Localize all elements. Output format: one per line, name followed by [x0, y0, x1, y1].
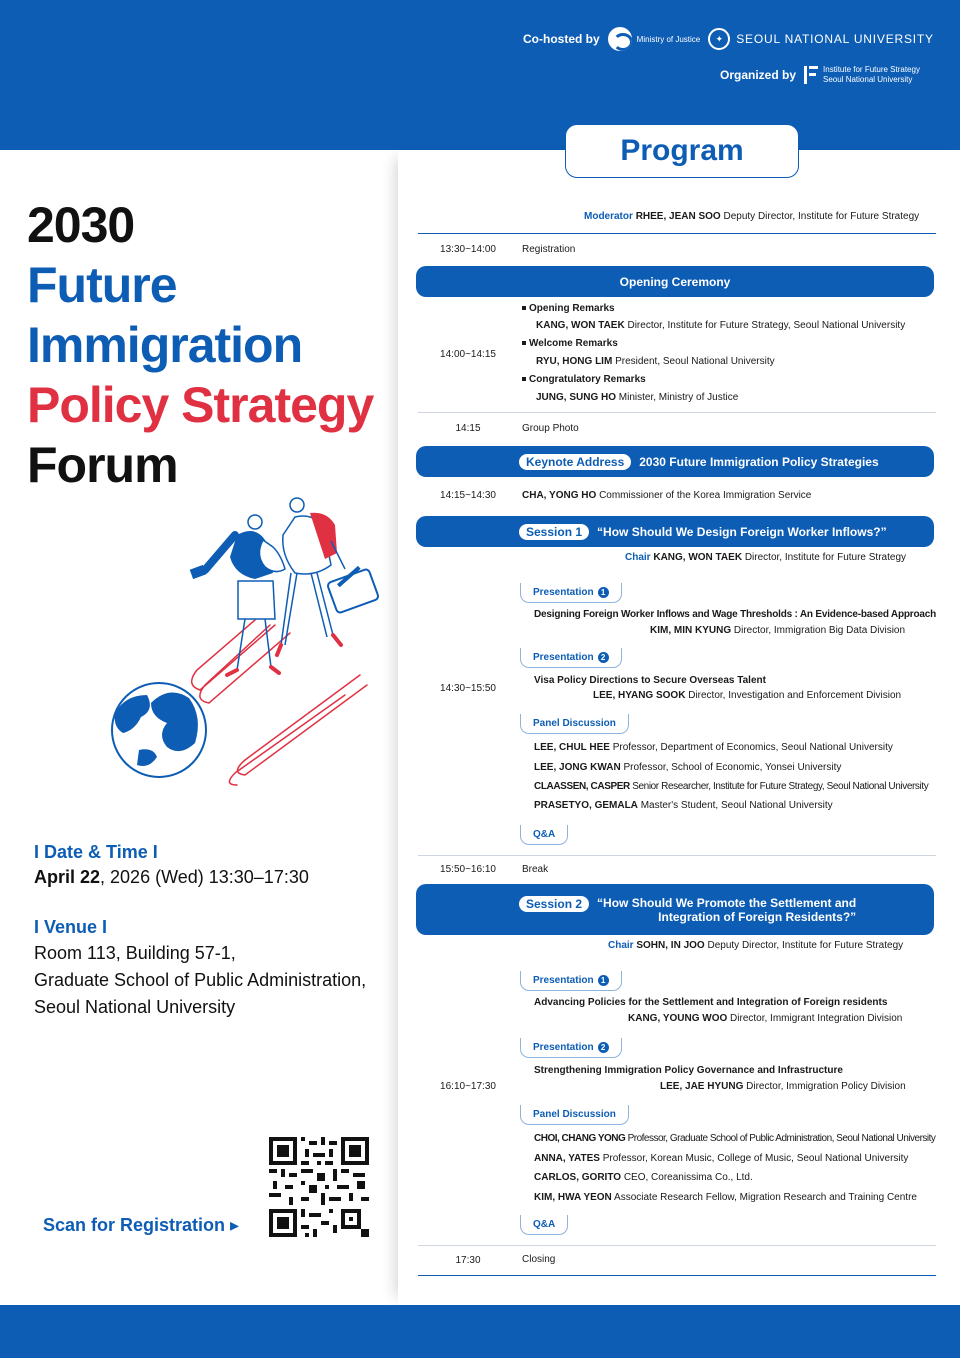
- s1-p2-name: LEE, HYANG SOOK: [593, 690, 686, 701]
- snu-name: SEOUL NATIONAL UNIVERSITY: [736, 32, 934, 46]
- scan-registration-label: Scan for Registration ▸: [43, 1215, 240, 1235]
- date-rest: , 2026 (Wed) 13:30–17:30: [100, 867, 309, 887]
- session1-title: “How Should We Design Foreign Worker Inflows?”: [597, 524, 887, 539]
- registration-qr-code[interactable]: [269, 1137, 369, 1237]
- divider: [418, 855, 936, 856]
- s2-p2-title: Strengthening Immigration Policy Governance and Infrastructure: [534, 1065, 843, 1076]
- s1-panelist: [534, 762, 841, 773]
- moderator-line: [584, 211, 919, 222]
- s1-p1-role: Director, Immigration Big Data Division: [733, 625, 906, 636]
- bullet-icon: [522, 377, 526, 381]
- number-badge-icon: 2: [598, 1042, 609, 1053]
- venue-line3: Seoul National University: [34, 997, 236, 1017]
- opening-speaker-name: KANG, WON TAEK: [536, 320, 625, 331]
- keynote-title: 2030 Future Immigration Policy Strategies: [639, 454, 879, 469]
- s2-panelist: [534, 1153, 908, 1164]
- divider: [418, 1245, 936, 1246]
- panelist-name: LEE, CHUL HEE: [534, 742, 610, 753]
- cohosted-label: Co-hosted by: [523, 32, 600, 46]
- session2-time: 16:10~17:30: [440, 1081, 496, 1092]
- s2-p2-role: Director, Immigration Policy Division: [746, 1081, 906, 1092]
- s1-p2-role: Director, Investigation and Enforcement Division: [688, 690, 902, 701]
- moderator-label: Moderator: [584, 211, 633, 222]
- presentation-label: Presentation: [533, 652, 594, 663]
- welcome-remarks-label: [522, 338, 618, 349]
- s2-panel-tag: Panel Discussion: [520, 1105, 629, 1125]
- presentation-label: Presentation: [533, 975, 594, 986]
- ministry-emblem-icon: [608, 27, 632, 51]
- ifs-line2: Seoul National University: [823, 75, 913, 84]
- ifs-line1: Institute for Future Strategy: [823, 65, 920, 74]
- opening-ceremony-banner: Opening Ceremony: [416, 266, 934, 297]
- s1-panelist: [534, 781, 928, 792]
- photo-label: Group Photo: [522, 423, 579, 434]
- bullet-icon: [522, 306, 526, 310]
- divider: [418, 412, 936, 413]
- panelist-role: Professor, Korean Music, College of Music, Seoul National University: [602, 1153, 909, 1164]
- organized-label: Organized by: [720, 68, 797, 82]
- keynote-speaker: [522, 490, 811, 501]
- panelist-role: Associate Research Fellow, Migration Research and Training Centre: [614, 1192, 917, 1203]
- presentation-label: Presentation: [533, 587, 594, 598]
- panelist-name: PRASETYO, GEMALA: [534, 800, 638, 811]
- snu-emblem-icon: ✦: [708, 28, 730, 50]
- panelist-role: Professor, School of Economic, Yonsei University: [623, 762, 842, 773]
- bullet-icon: [522, 341, 526, 345]
- divider: [418, 233, 936, 234]
- break-label: Break: [522, 864, 549, 875]
- registration-label: Registration: [522, 244, 576, 255]
- closing-label: Closing: [522, 1254, 556, 1265]
- s1-presentation2-tag: [520, 648, 622, 668]
- venue-line1: Room 113, Building 57-1,: [34, 943, 236, 963]
- s1-presentation1-tag: [520, 583, 622, 603]
- panelist-role: CEO, Coreanissima Co., Ltd.: [623, 1172, 753, 1183]
- session2-chair: [608, 940, 903, 951]
- s2-p1-role: Director, Immigrant Integration Division: [730, 1013, 903, 1024]
- title-line5: Forum: [27, 437, 178, 493]
- welcome-remarks-text: Welcome Remarks: [529, 338, 618, 349]
- divider: [418, 1275, 936, 1276]
- s2-panelist: [534, 1192, 917, 1203]
- s2-p2-name: LEE, JAE HYUNG: [660, 1081, 744, 1092]
- session2-title-line1: “How Should We Promote the Settlement and: [597, 895, 857, 910]
- keynote-speaker-role: Commissioner of the Korea Immigration Service: [599, 490, 812, 501]
- ifs-logo-icon: [804, 66, 818, 84]
- s1-panel-tag: Panel Discussion: [520, 714, 629, 734]
- session2-pill: Session 2: [519, 896, 589, 912]
- date-heading: I Date & Time I: [34, 842, 158, 862]
- s1-qa-tag: Q&A: [520, 825, 568, 845]
- s2-qa-tag: Q&A: [520, 1215, 568, 1235]
- s2-p1-title: Advancing Policies for the Settlement and Integration of Foreign residents: [534, 997, 888, 1008]
- ministry-name: Ministry of Justice: [636, 34, 701, 44]
- s1-p2-title: Visa Policy Directions to Secure Overseas Talent: [534, 675, 766, 686]
- footer-band: [0, 1305, 960, 1358]
- number-badge-icon: 2: [598, 652, 609, 663]
- opening-remarks-text: Opening Remarks: [529, 303, 615, 314]
- congrat-speaker: [536, 392, 738, 403]
- congrat-remarks-label: [522, 374, 646, 385]
- closing-time: 17:30: [455, 1255, 481, 1266]
- opening-remarks-label: [522, 303, 615, 314]
- break-time: 15:50~16:10: [440, 864, 496, 875]
- forum-title: [27, 195, 373, 495]
- session1-banner: [416, 516, 934, 547]
- keynote-speaker-name: CHA, YONG HO: [522, 490, 597, 501]
- congrat-speaker-name: JUNG, SUNG HO: [536, 392, 617, 403]
- session2-banner: [416, 884, 934, 935]
- s2-p2-speaker: [660, 1081, 906, 1092]
- s2-chair-label: Chair: [608, 940, 634, 951]
- panelist-role: Professor, Graduate School of Public Administration, Seoul National University: [627, 1133, 936, 1144]
- keynote-pill: Keynote Address: [519, 454, 631, 470]
- session1-time: 14:30~15:50: [440, 683, 496, 694]
- panelist-name: CLAASSEN, CASPER: [534, 781, 630, 792]
- panelist-name: KIM, HWA YEON: [534, 1192, 612, 1203]
- congrat-speaker-role: Minister, Ministry of Justice: [618, 392, 739, 403]
- panelist-name: CHOI, CHANG YONG: [534, 1133, 626, 1144]
- welcome-speaker: [536, 356, 775, 367]
- number-badge-icon: 1: [598, 587, 609, 598]
- travelers-illustration: [105, 495, 395, 795]
- s2-p1-speaker: [628, 1013, 902, 1024]
- presentation-label: Presentation: [533, 1042, 594, 1053]
- welcome-speaker-name: RYU, HONG LIM: [536, 356, 613, 367]
- venue-value: [34, 940, 366, 1021]
- session1-chair: [625, 552, 906, 563]
- program-tab: Program: [565, 124, 799, 178]
- panelist-name: CARLOS, GORITO: [534, 1172, 622, 1183]
- session1-pill: Session 1: [519, 524, 589, 540]
- session2-title-line2: Integration of Foreign Residents?”: [658, 909, 857, 924]
- keynote-banner: [416, 446, 934, 477]
- s2-chair-name: SOHN, IN JOO: [636, 940, 705, 951]
- moderator-role: Deputy Director, Institute for Future Strategy: [723, 211, 920, 222]
- s2-chair-role: Deputy Director, Institute for Future Strategy: [707, 940, 904, 951]
- venue-line2: Graduate School of Public Administration,: [34, 970, 367, 990]
- photo-time: 14:15: [455, 423, 481, 434]
- venue-heading: I Venue I: [34, 917, 108, 937]
- title-year: 2030: [27, 197, 135, 253]
- s2-presentation1-tag: [520, 971, 622, 991]
- panelist-role: Professor, Department of Economics, Seoul National University: [612, 742, 893, 753]
- title-line4: Policy Strategy: [27, 377, 374, 433]
- number-badge-icon: 1: [598, 975, 609, 986]
- panelist-role: Master's Student, Seoul National University: [640, 800, 833, 811]
- s1-p1-name: KIM, MIN KYUNG: [650, 625, 732, 636]
- opening-time: 14:00~14:15: [440, 349, 496, 360]
- title-line2: Future: [27, 257, 177, 313]
- keynote-time: 14:15~14:30: [440, 490, 496, 501]
- s2-presentation2-tag: [520, 1038, 622, 1058]
- s1-panelist: [534, 800, 833, 811]
- date-bold: April 22: [34, 867, 101, 887]
- session2-title: [597, 896, 856, 924]
- ifs-name: [823, 65, 920, 85]
- date-value: [34, 864, 309, 891]
- moderator-name: RHEE, JEAN SOO: [635, 211, 721, 222]
- s1-p2-speaker: [593, 690, 901, 701]
- opening-speaker: [536, 320, 905, 331]
- s1-panelist: [534, 742, 893, 753]
- s1-p1-title: Designing Foreign Worker Inflows and Wage Thresholds : An Evidence-based Approach: [534, 609, 937, 620]
- s1-chair-label: Chair: [625, 552, 651, 563]
- title-line3: Immigration: [27, 317, 303, 373]
- welcome-speaker-role: President, Seoul National University: [615, 356, 775, 367]
- panelist-role: Senior Researcher, Institute for Future Strategy, Seoul National University: [632, 781, 929, 792]
- s1-p1-speaker: [650, 625, 905, 636]
- opening-speaker-role: Director, Institute for Future Strategy, Seoul National University: [627, 320, 906, 331]
- congrat-remarks-text: Congratulatory Remarks: [529, 374, 646, 385]
- organizer-row: [720, 64, 920, 86]
- s2-panelist: [534, 1133, 935, 1144]
- s1-chair-name: KANG, WON TAEK: [653, 552, 743, 563]
- panelist-name: ANNA, YATES: [534, 1153, 600, 1164]
- registration-time: 13:30~14:00: [440, 244, 496, 255]
- s2-p1-name: KANG, YOUNG WOO: [628, 1013, 728, 1024]
- s1-chair-role: Director, Institute for Future Strategy: [744, 552, 907, 563]
- s2-panelist: [534, 1172, 753, 1183]
- panelist-name: LEE, JONG KWAN: [534, 762, 621, 773]
- cohost-row: [523, 27, 934, 51]
